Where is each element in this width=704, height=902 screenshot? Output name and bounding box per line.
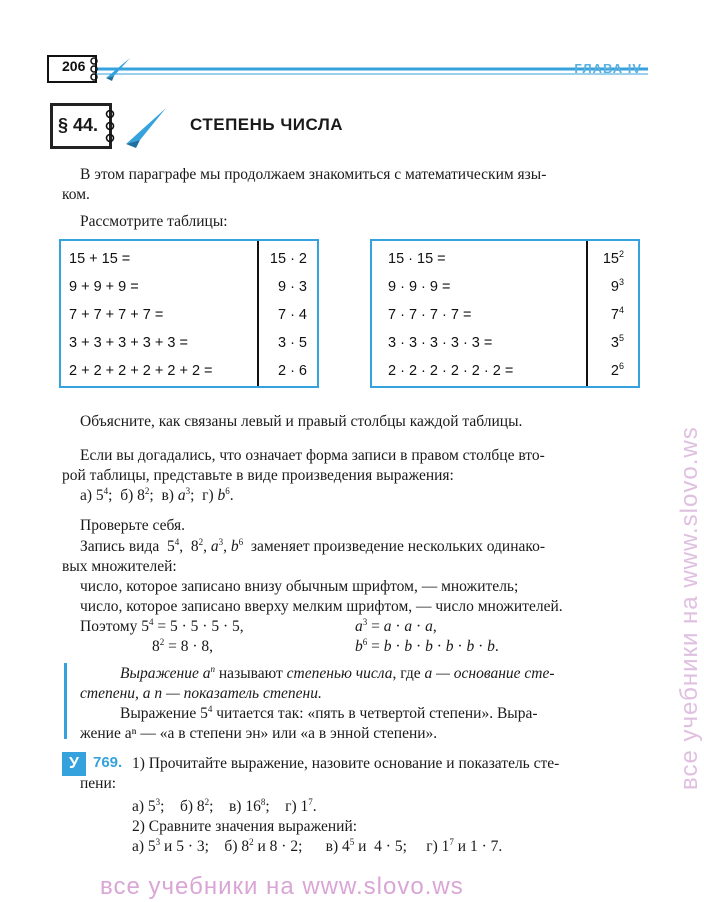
watermark-side: все учебники на www.slovo.ws [676, 426, 703, 790]
page-number: 206 [62, 58, 86, 74]
section-title: СТЕПЕНЬ ЧИСЛА [190, 115, 344, 134]
table-cell: 2 · 6 [277, 363, 307, 379]
record-line-2: вых множителей: [62, 558, 177, 575]
table-cell: 3 + 3 + 3 + 3 + 3 = [69, 335, 188, 351]
paper-plane-icon [104, 104, 174, 150]
exercise-badge: У [62, 752, 86, 776]
read-line-1: Выражение $5^4$ читается так: «пять в четвертой степени». Выра- [120, 703, 538, 722]
table-products [370, 239, 640, 388]
power-cell: $9^3$ [610, 277, 624, 295]
record-line-1: Запись вида $5^4$, $8^2$, $a^3$, $b^6$ заменяет произведение нескольких одинако- [80, 536, 546, 555]
intro-line-2: ком. [62, 186, 90, 203]
power-cell: $2^6$ [610, 361, 624, 379]
task1-line-1: 1) Прочитайте выражение, назовите основание и показатель сте- [132, 755, 560, 772]
chapter-label: ГЛАВА IV [574, 61, 642, 76]
table-cell: 7 + 7 + 7 + 7 = [69, 307, 164, 323]
table-sums [59, 239, 319, 388]
tables-prompt: Рассмотрите таблицы: [80, 213, 228, 230]
task2-items: а) $5^3$ и 5 · 3; б) $8^2$ и 8 · 2; в) $4^5$ и 4 · 5; г) $1^7$ и 1 · 7. [132, 836, 503, 855]
task1-line-2: пени: [80, 775, 117, 792]
definition-bar [64, 663, 67, 739]
example-line-1b: $a^3 = a \cdot a \cdot a$, [355, 616, 437, 635]
multiplier-line-2: число, которое записано вверху мелким шрифтом, — число множителей. [80, 598, 563, 615]
example-line-1: Поэтому $5^4 = 5 \cdot 5 \cdot 5 \cdot 5$, [80, 616, 244, 635]
table-cell: 15 · 2 [269, 251, 307, 267]
section-number: § 44. [58, 115, 99, 135]
table-cell: 7 · 4 [277, 307, 307, 323]
power-cell: $3^5$ [610, 333, 624, 351]
task1-items: а) $5^3$; б) $8^2$; в) $16^8$; г) $1^7$. [132, 796, 317, 815]
exercise-number: 769. [93, 754, 123, 771]
check-text: Проверьте себя. [80, 517, 186, 534]
table-divider [257, 241, 259, 386]
table-divider [586, 241, 588, 386]
read-line-2: жение aⁿ — «a в степени эн» или «a в энной степени». [80, 725, 438, 742]
explain-text: Объясните, как связаны левый и правый столбцы каждой таблицы. [80, 413, 523, 430]
power-cell: $7^4$ [610, 305, 624, 323]
table-cell: 15 + 15 = [69, 251, 131, 267]
guess-line-2: рой таблицы, представьте в виде произведения выражения: [62, 467, 454, 484]
intro-line-1: В этом параграфе мы продолжаем знакомиться с математическим язы- [80, 166, 547, 183]
example-line-2: $8^2 = 8 \cdot 8$, [152, 636, 214, 655]
table-cell: 3 · 5 [277, 335, 307, 351]
table-cell: 3 · 3 · 3 · 3 · 3 = [388, 335, 493, 351]
table-cell: 9 + 9 + 9 = [69, 279, 139, 295]
table-cell: 7 · 7 · 7 · 7 = [388, 307, 472, 323]
table-cell: 9 · 3 [277, 279, 307, 295]
task-list: а) $5^4$; б) $8^2$; в) $a^3$; г) $b^6$. [80, 485, 234, 504]
multiplier-line-1: число, которое записано внизу обычным шрифтом, — множитель; [80, 578, 519, 595]
definition-line-2: степени, а n — показатель степени. [80, 685, 322, 702]
table-cell: 2 · 2 · 2 · 2 · 2 · 2 = [388, 363, 514, 379]
definition-line-1: Выражение $a^n$ называют степенью числа, где a — основание сте- [120, 663, 555, 682]
table-cell: 9 · 9 · 9 = [388, 279, 451, 295]
task2-line: 2) Сравните значения выражений: [132, 818, 358, 835]
watermark-bottom: все учебники на www.slovo.ws [100, 873, 464, 900]
guess-line-1: Если вы догадались, что означает форма записи в правом столбце вто- [80, 447, 545, 464]
power-cell: $15^2$ [602, 249, 624, 267]
table-cell: 2 + 2 + 2 + 2 + 2 + 2 = [69, 363, 213, 379]
table-cell: 15 · 15 = [388, 251, 446, 267]
example-line-2b: $b^6 = b \cdot b \cdot b \cdot b \cdot b \cdot b$. [355, 636, 499, 655]
header-bar [48, 56, 648, 82]
